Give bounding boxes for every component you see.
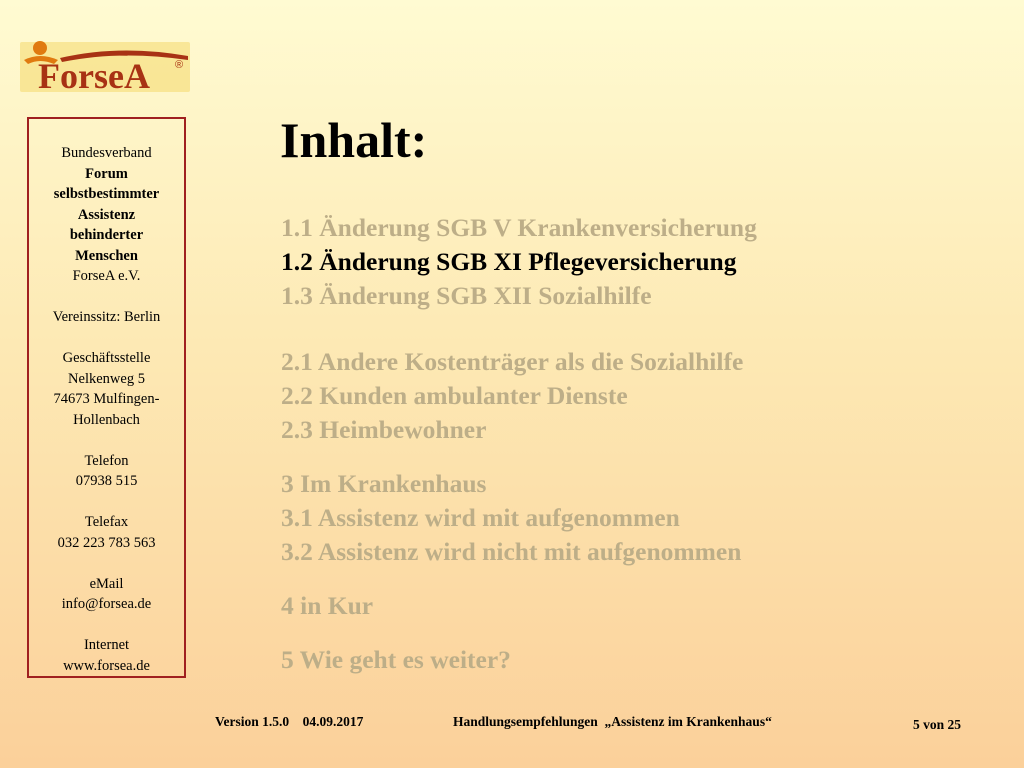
slide-title: Inhalt: (280, 112, 428, 168)
contact-sidebar (27, 117, 186, 678)
email-address: info@forsea.de (61, 596, 152, 612)
agenda-item: 3.1 Assistenz wird mit aufgenommen (281, 503, 680, 532)
footer-doc-title: Handlungsempfehlungen „Assistenz im Krankenhaus“ (453, 714, 772, 729)
web-address: www.forsea.de (63, 657, 150, 674)
logo-text: ForseA (38, 56, 150, 96)
web-label: Internet (83, 637, 130, 653)
org-short: ForseA e.V. (72, 268, 141, 284)
org-name-line: behinderter (69, 227, 144, 243)
phone-number: 07938 515 (75, 473, 138, 489)
phone-label: Telefon (84, 452, 129, 469)
agenda-item: 2.3 Heimbewohner (281, 415, 487, 444)
agenda-item: 1.3 Änderung SGB XII Sozialhilfe (281, 281, 652, 310)
agenda-item-active: 1.2 Änderung SGB XI Pflegeversicherung (281, 247, 737, 276)
footer-page-number: 5 von 25 (913, 717, 962, 732)
agenda-item: 1.1 Änderung SGB V Krankenversicherung (281, 213, 757, 242)
agenda-item: 2.2 Kunden ambulanter Dienste (281, 381, 628, 410)
email-label: eMail (89, 575, 124, 592)
registered-mark: ® (175, 59, 184, 71)
fax-number: 032 223 783 563 (57, 534, 156, 551)
agenda-item: 2.1 Andere Kostenträger als die Sozialhilfe (281, 347, 744, 376)
seat: Vereinssitz: Berlin (52, 309, 161, 325)
org-name-line: Menschen (75, 247, 138, 264)
agenda-list (281, 211, 1001, 677)
org-line1: Bundesverband (61, 145, 152, 161)
agenda-item: 3 Im Krankenhaus (281, 469, 487, 498)
org-name-line: selbstbestimmter (53, 186, 160, 202)
agenda-item: 5 Wie geht es weiter? (281, 645, 511, 674)
address-line: Hollenbach (73, 411, 140, 428)
org-name-line: Forum (85, 165, 128, 182)
footer-version: Version 1.5.0 04.09.2017 (215, 714, 364, 729)
address-line: Nelkenweg 5 (68, 370, 145, 387)
address-line: 74673 Mulfingen- (53, 391, 160, 407)
agenda-item: 3.2 Assistenz wird nicht mit aufgenommen (281, 537, 742, 566)
org-name-line: Assistenz (77, 206, 136, 223)
fax-label: Telefax (84, 514, 129, 530)
forsea-logo (20, 38, 190, 96)
agenda-item: 4 in Kur (281, 591, 374, 620)
office-label: Geschäftsstelle (62, 350, 151, 366)
